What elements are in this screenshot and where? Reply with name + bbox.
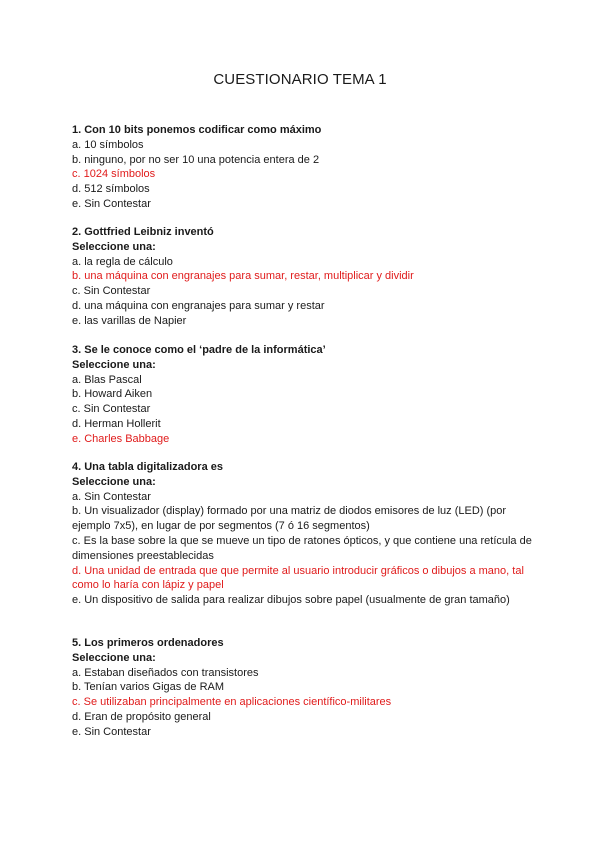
answer-option-b: b. ninguno, por no ser 10 una potencia entera de 2 — [72, 153, 320, 166]
answer-option-b: b. Tenían varios Gigas de RAM — [72, 681, 225, 694]
answer-option-d: d. Herman Hollerit — [72, 417, 161, 430]
answer-option-a: a. la regla de cálculo — [72, 255, 173, 268]
question-title: 4. Una tabla digitalizadora es — [72, 461, 223, 473]
answer-option-b: b. Howard Aiken — [72, 388, 153, 401]
answer-option-e: e. Charles Babbage — [72, 432, 170, 445]
answer-option-c: c. Sin Contestar — [72, 403, 151, 416]
answer-option-d: d. una máquina con engranajes para sumar y restar — [72, 299, 325, 312]
question-title: 2. Gottfried Leibniz inventó — [72, 226, 214, 238]
question-instruction: Seleccione una: — [72, 240, 156, 253]
question-4 — [72, 460, 532, 608]
answer-option-a: a. Blas Pascal — [72, 373, 142, 386]
question-title: 3. Se le conoce como el ‘padre de la informática’ — [72, 344, 326, 356]
answer-option-c: c. Es la base sobre la que se mueve un tipo de ratones ópticos, y que contiene una retícula de dimensiones preestablecidas — [72, 534, 532, 562]
question-5 — [72, 636, 532, 740]
answer-option-d: d. Eran de propósito general — [72, 710, 211, 723]
question-2 — [72, 225, 532, 329]
question-title: 5. Los primeros ordenadores — [72, 637, 224, 649]
question-title: 1. Con 10 bits ponemos codificar como máximo — [72, 124, 322, 136]
question-instruction: Seleccione una: — [72, 358, 156, 371]
answer-option-c: c. Se utilizaban principalmente en aplicaciones científico-militares — [72, 696, 392, 709]
answer-option-e: e. Sin Contestar — [72, 197, 151, 210]
answer-option-d: d. 512 símbolos — [72, 183, 150, 196]
question-instruction: Seleccione una: — [72, 475, 156, 488]
answer-option-a: a. Sin Contestar — [72, 490, 151, 503]
answer-option-e: e. las varillas de Napier — [72, 314, 187, 327]
question-3 — [72, 343, 532, 447]
answer-option-a: a. 10 símbolos — [72, 138, 144, 151]
question-1 — [72, 123, 532, 212]
document-title: CUESTIONARIO TEMA 1 — [213, 71, 387, 88]
answer-option-a: a. Estaban diseñados con transistores — [72, 666, 259, 679]
answer-option-c: c. Sin Contestar — [72, 285, 151, 298]
question-instruction: Seleccione una: — [72, 651, 156, 664]
answer-option-c: c. 1024 símbolos — [72, 168, 156, 181]
answer-option-b: b. una máquina con engranajes para sumar, restar, multiplicar y dividir — [72, 270, 414, 283]
answer-option-e: e. Sin Contestar — [72, 725, 151, 738]
answer-option-e: e. Un dispositivo de salida para realizar dibujos sobre papel (usualmente de gran tamaño) — [72, 594, 510, 607]
answer-option-b: b. Un visualizador (display) formado por una matriz de diodos emisores de luz (LED) (por ejemplo 7x5), en lugar de por segmentos (7 ó 16 segmentos) — [72, 505, 507, 533]
answer-option-d: d. Una unidad de entrada que que permite al usuario introducir gráficos o dibujos a mano, tal como lo haría con lápiz y papel — [72, 564, 524, 592]
